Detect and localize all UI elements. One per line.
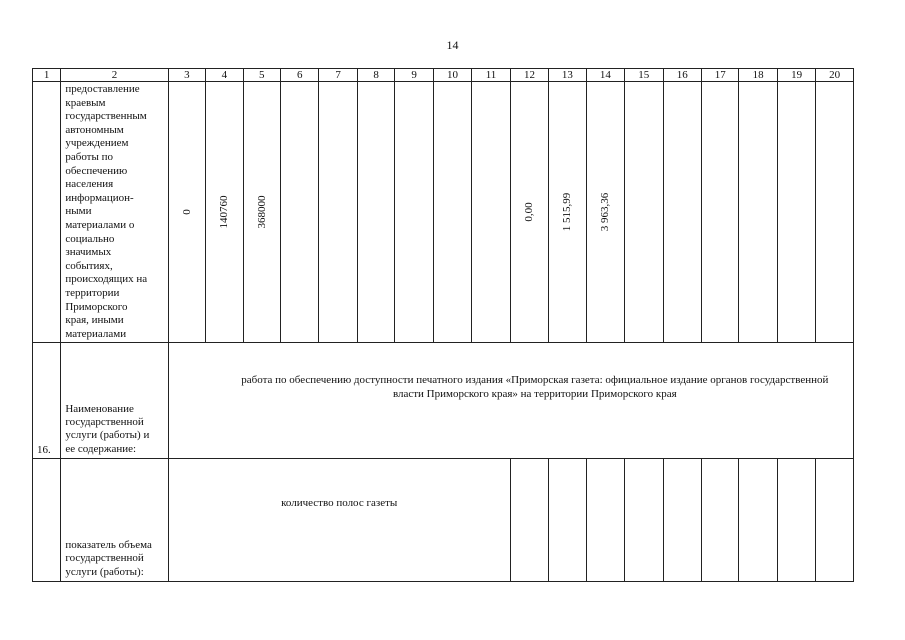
label-line: государственной [65, 416, 144, 429]
empty-cell [701, 82, 738, 343]
content-line: власти Приморского края» на территории Приморского края [392, 388, 677, 401]
label-line: Наименование [65, 402, 134, 415]
col-header: 1 [33, 69, 61, 82]
description-line: информацион- [65, 191, 134, 204]
service-description [61, 82, 168, 343]
description-line: территории [65, 286, 120, 299]
empty-cell [549, 459, 586, 582]
col-header: 3 [168, 69, 205, 82]
value-cell-col14 [586, 82, 624, 343]
description-line: событиях, [65, 259, 113, 272]
description-line: ными [65, 205, 92, 218]
description-line: краевым [65, 96, 106, 109]
description-line: значимых [65, 246, 112, 259]
service-content [168, 343, 853, 459]
value-cell-col3 [168, 82, 205, 343]
empty-cell [816, 82, 854, 343]
empty-cell [433, 82, 471, 343]
empty-cell [395, 82, 433, 343]
col-header: 10 [433, 69, 471, 82]
empty-cell [319, 82, 357, 343]
description-line: автономным [65, 123, 124, 136]
empty-cell [510, 459, 548, 582]
data-table [32, 68, 854, 582]
empty-cell [663, 82, 701, 343]
empty-cell [739, 82, 777, 343]
description-line: Приморского [65, 300, 128, 313]
empty-cell [816, 459, 854, 582]
col-header: 8 [357, 69, 394, 82]
value-cell-col4 [206, 82, 243, 343]
description-line: государственным [65, 110, 147, 123]
col-header: 18 [739, 69, 777, 82]
label-line: показатель объема [65, 539, 152, 552]
col-header: 14 [586, 69, 624, 82]
col-header: 12 [510, 69, 548, 82]
col-header: 13 [549, 69, 586, 82]
col-header: 6 [281, 69, 319, 82]
description-line: работы по [65, 150, 114, 163]
col-header: 11 [472, 69, 510, 82]
value-col13: 1 515,99 [561, 192, 574, 232]
header-row [33, 69, 854, 82]
empty-cell [281, 82, 319, 343]
description-line: предоставление [65, 83, 140, 95]
empty-cell [472, 82, 510, 343]
label-line: услуги (работы) и [65, 429, 150, 442]
description-line: населения [65, 178, 114, 191]
empty-cell [586, 459, 624, 582]
table-row [33, 343, 854, 459]
value-cell-col12 [510, 82, 548, 343]
description-line: края, иными [65, 314, 124, 327]
col-header: 15 [625, 69, 663, 82]
col-header: 19 [777, 69, 815, 82]
col-header: 9 [395, 69, 433, 82]
description-line: учреждением [65, 137, 129, 150]
description-line: материалами [65, 327, 127, 340]
empty-cell [701, 459, 738, 582]
row-number: 16. [33, 343, 61, 459]
table-row [33, 459, 854, 582]
col-header: 17 [701, 69, 738, 82]
label-line: услуги (работы): [65, 565, 144, 578]
description-line: происходящих на [65, 273, 148, 286]
empty-cell [33, 82, 61, 343]
description-line: материалами о [65, 218, 135, 231]
col-header: 16 [663, 69, 701, 82]
value-col3: 0 [180, 209, 193, 215]
col-header: 7 [319, 69, 357, 82]
col-header: 4 [206, 69, 243, 82]
col-header: 20 [816, 69, 854, 82]
value-cell-col5 [243, 82, 280, 343]
value-col5: 368000 [255, 195, 268, 229]
value-cell-col13 [549, 82, 586, 343]
description-line: обеспечению [65, 164, 128, 177]
empty-cell [777, 459, 815, 582]
volume-indicator-content: количество полос газеты [168, 459, 510, 582]
label-line: ее содержание: [65, 442, 137, 455]
service-name-label [61, 343, 168, 459]
value-col14: 3 963,36 [599, 192, 612, 232]
description-line: социально [65, 232, 115, 245]
empty-cell [625, 82, 663, 343]
value-col12: 0,00 [523, 202, 536, 222]
page-number: 14 [446, 38, 459, 52]
col-header: 5 [243, 69, 280, 82]
empty-cell [625, 459, 663, 582]
empty-cell [33, 459, 61, 582]
empty-cell [357, 82, 394, 343]
table-row [33, 82, 854, 343]
empty-cell [663, 459, 701, 582]
col-header: 2 [61, 69, 168, 82]
empty-cell [777, 82, 815, 343]
empty-cell [739, 459, 777, 582]
content-line: работа по обеспечению доступности печатного издания «Приморская газета: официальное издание органов государственной [241, 374, 829, 387]
label-line: государственной [65, 552, 144, 565]
value-col4: 140760 [218, 195, 231, 229]
volume-indicator-label [61, 459, 168, 582]
